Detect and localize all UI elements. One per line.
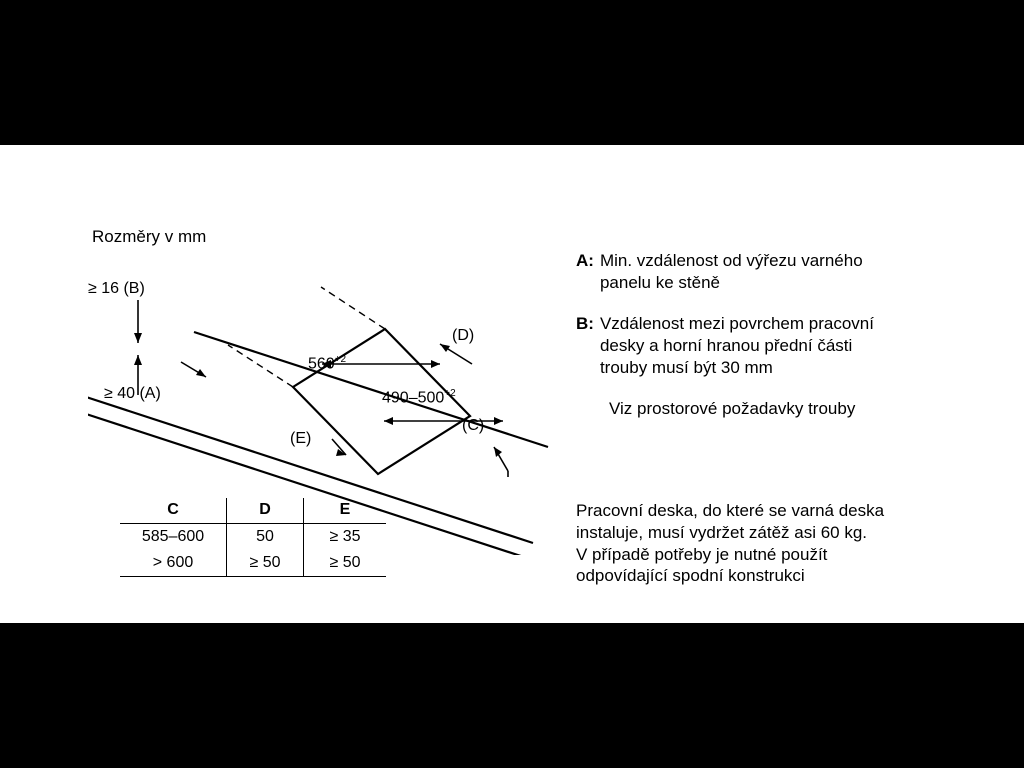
cutout-depth-label	[382, 388, 456, 407]
legend-text-a	[600, 250, 996, 294]
leader-a	[181, 362, 206, 377]
legend-key-b: B:	[576, 314, 594, 334]
table-header-d: D	[227, 498, 304, 524]
callout-c: (C)	[462, 417, 485, 434]
callout-e: (E)	[290, 430, 312, 447]
legend-key-a: A:	[576, 251, 594, 270]
document-page	[0, 145, 1024, 623]
leader-d	[440, 344, 472, 364]
leader-c	[494, 447, 508, 477]
legend-text-b	[600, 313, 996, 379]
cutout-width-label	[308, 354, 346, 373]
worktop-load-note-line-3: V případě potřeby je nutné použít	[576, 544, 828, 564]
leader-e	[332, 439, 346, 456]
table-header-row	[120, 498, 386, 524]
cutout-depth-value: 490–500	[382, 389, 445, 407]
table-cell-c-2: > 600	[120, 550, 227, 577]
dimension-490-500	[384, 417, 503, 425]
table-cell-d-1: 50	[227, 524, 304, 551]
legend-text-b-line-1: Vzdálenost mezi povrchem pracovní	[599, 314, 874, 334]
legend-item-b	[576, 313, 996, 379]
legend-note: Viz prostorové požadavky trouby	[609, 399, 856, 419]
worktop-load-note-line-1: Pracovní deska, do které se varná deska	[576, 501, 885, 520]
legend-text-b-line-3: trouby musí být 30 mm	[599, 358, 773, 378]
table-header-e: E	[304, 498, 387, 524]
dimensions-note: Rozměry v mm	[92, 227, 207, 246]
worktop-load-note	[576, 500, 996, 587]
callout-b-distance: ≥ 16 (B)	[88, 280, 145, 297]
callout-d: (D)	[452, 327, 475, 344]
table-cell-e-2: ≥ 50	[304, 550, 387, 577]
table-cell-e-1: ≥ 35	[304, 524, 387, 551]
table-header-c: C	[120, 498, 227, 524]
table-cell-d-2: ≥ 50	[227, 550, 304, 577]
legend-text-b-line-2: desky a horní hranou přední části	[599, 336, 853, 356]
dimension-table	[120, 498, 386, 577]
legend-text-a-line-1: Min. vzdálenost od výřezu varného	[599, 251, 863, 270]
wall-line	[194, 332, 548, 447]
worktop-load-note-line-4: odpovídající spodní konstrukci	[576, 566, 805, 586]
table-cell-c-1: 585–600	[141, 528, 205, 545]
legend-text-a-line-2: panelu ke stěně	[599, 273, 720, 293]
worktop-load-note-line-2: instaluje, musí vydržet zátěž asi 60 kg.	[576, 522, 868, 542]
dimension-b-arrow	[134, 300, 142, 343]
table-row	[120, 550, 386, 577]
dimension-table-wrapper	[120, 498, 361, 577]
construction-lines	[228, 287, 385, 387]
legend-item-a	[576, 250, 996, 294]
table-row	[120, 524, 386, 551]
legend-block	[576, 250, 996, 443]
callout-a-distance: ≥ 40 (A)	[104, 385, 161, 402]
cutout-depth-tolerance: +2	[444, 388, 456, 399]
cutout-width-tolerance: +2	[334, 354, 347, 365]
cutout-width-value: 560	[308, 355, 335, 373]
